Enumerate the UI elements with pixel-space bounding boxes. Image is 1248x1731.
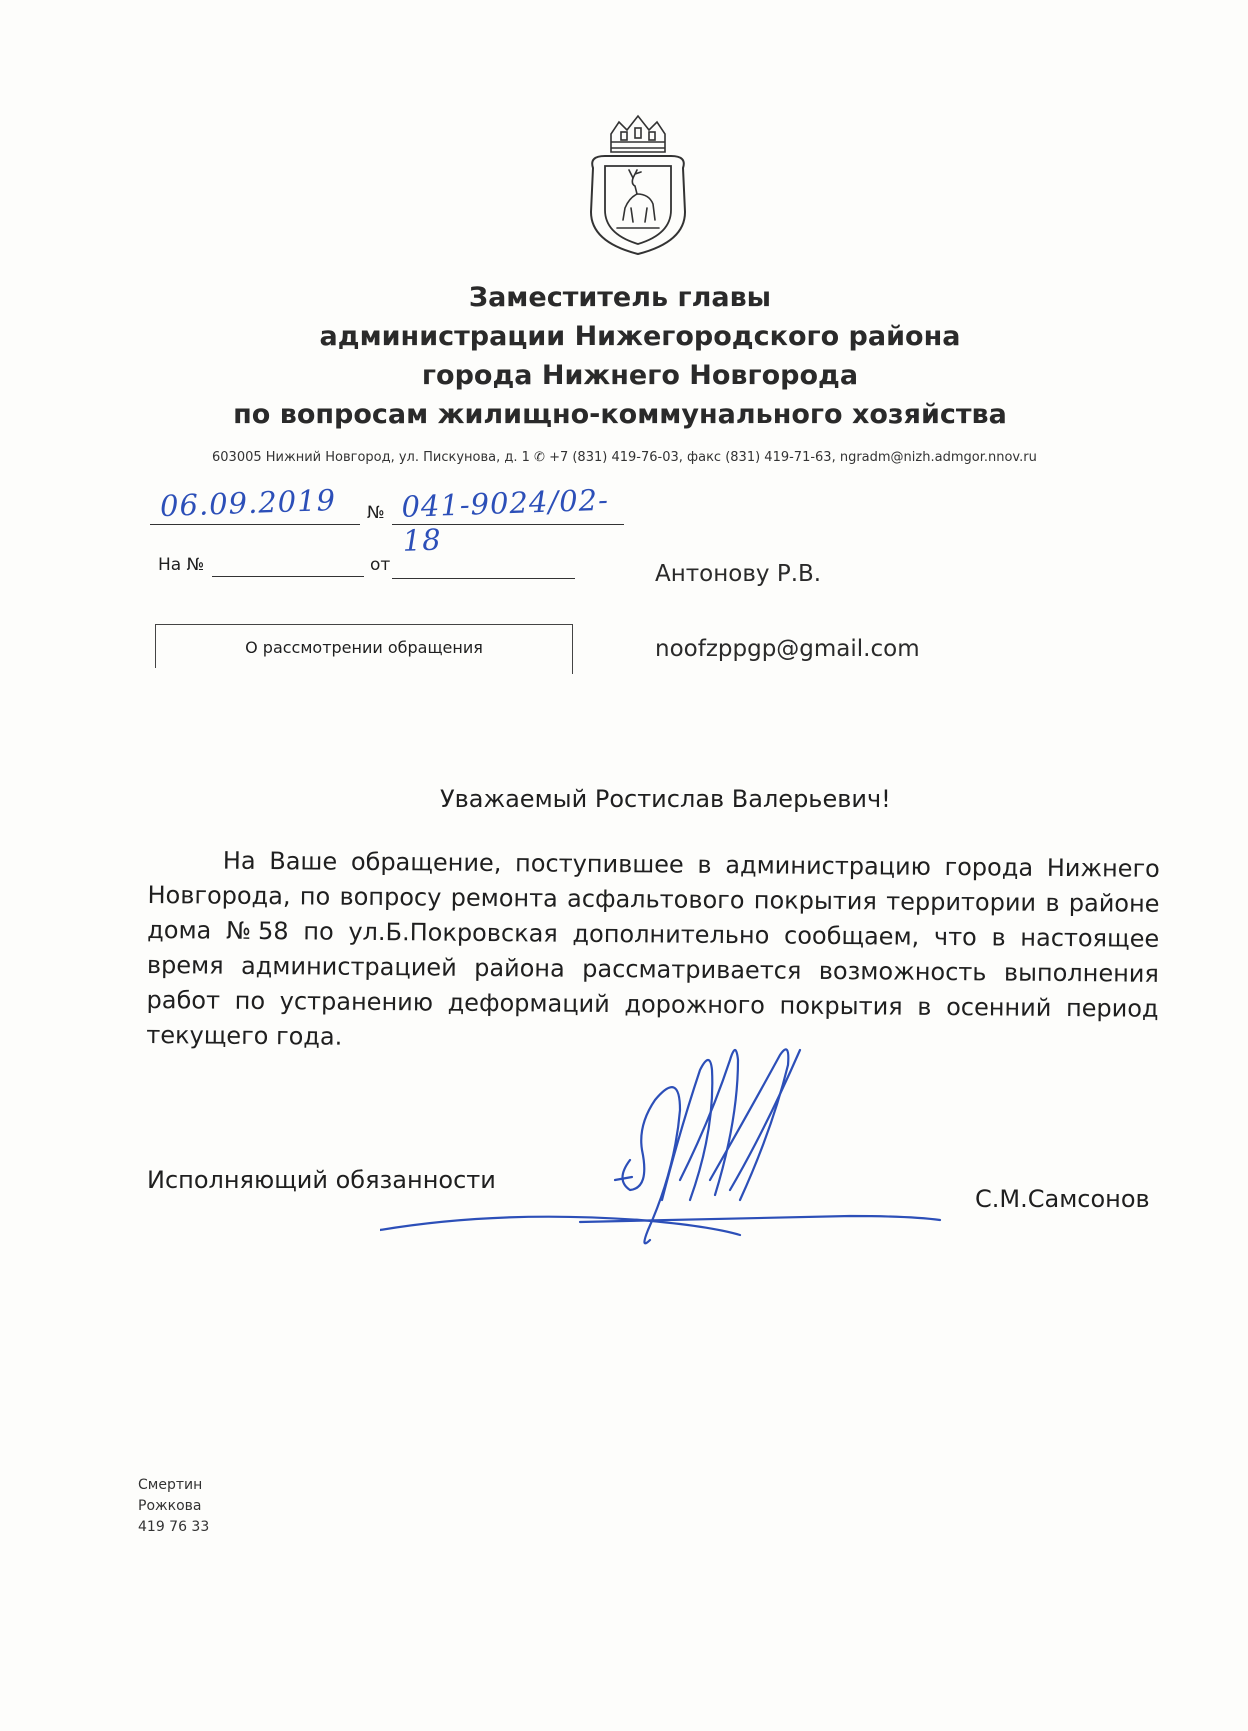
executor-phone: 419 76 33 [138,1519,210,1535]
letterhead [200,278,1080,434]
from-label: от [370,555,391,575]
outgoing-number-field [392,482,624,558]
letter-body [146,843,1160,1062]
letterhead-line-3: города Нижнего Новгорода [421,360,859,391]
executor-1: Смертин [138,1477,203,1493]
outgoing-date-field [150,482,360,525]
letterhead-line-4: по вопросам жилищно-коммунального хозяйства [233,399,1007,430]
coat-of-arms-icon [583,112,693,258]
subject-box [155,624,573,674]
signatory-role: Исполняющий обязанности [147,1166,496,1194]
letterhead-line-1: Заместитель главы [468,282,772,313]
from-blank [392,578,575,579]
signatory-name: С.М.Самсонов [975,1185,1150,1213]
reply-to-label: На № [158,555,205,575]
subject-text: О рассмотрении обращения [245,638,483,657]
handwritten-date: 06.09.2019 [159,482,337,524]
letterhead-line-2: администрации Нижегородского района [319,321,961,352]
executors-block [138,1475,209,1538]
number-label: № [367,503,385,523]
executor-2: Рожкова [138,1498,202,1514]
greeting: Уважаемый Ростислав Валерьевич! [440,785,891,813]
reply-to-blank [212,576,364,577]
letterhead-address: 603005 Нижний Новгород, ул. Пискунова, д. 1 ✆ +7 (831) 419-76-03, факс (831) 419-71-63, ngradm@nizh.admgor.nnov.ru [212,450,1037,465]
recipient-email: noofzppgp@gmail.com [655,636,920,662]
handwritten-number: 041-9024/02-18 [400,482,610,558]
recipient-name: Антонову Р.В. [655,561,822,587]
body-paragraph: На Ваше обращение, поступившее в администрацию города Нижнего Новгорода, по вопросу ремонта асфальтового покрытия территории в районе дома №58 по ул.Б.Покровская дополнительно сообщаем, что в настоящее время администрацией района рассматривается возможность выполнения работ по устранению деформаций дорожного покрытия в осенний период текущего года. [146,846,1160,1051]
handwritten-signature [380,1030,970,1270]
